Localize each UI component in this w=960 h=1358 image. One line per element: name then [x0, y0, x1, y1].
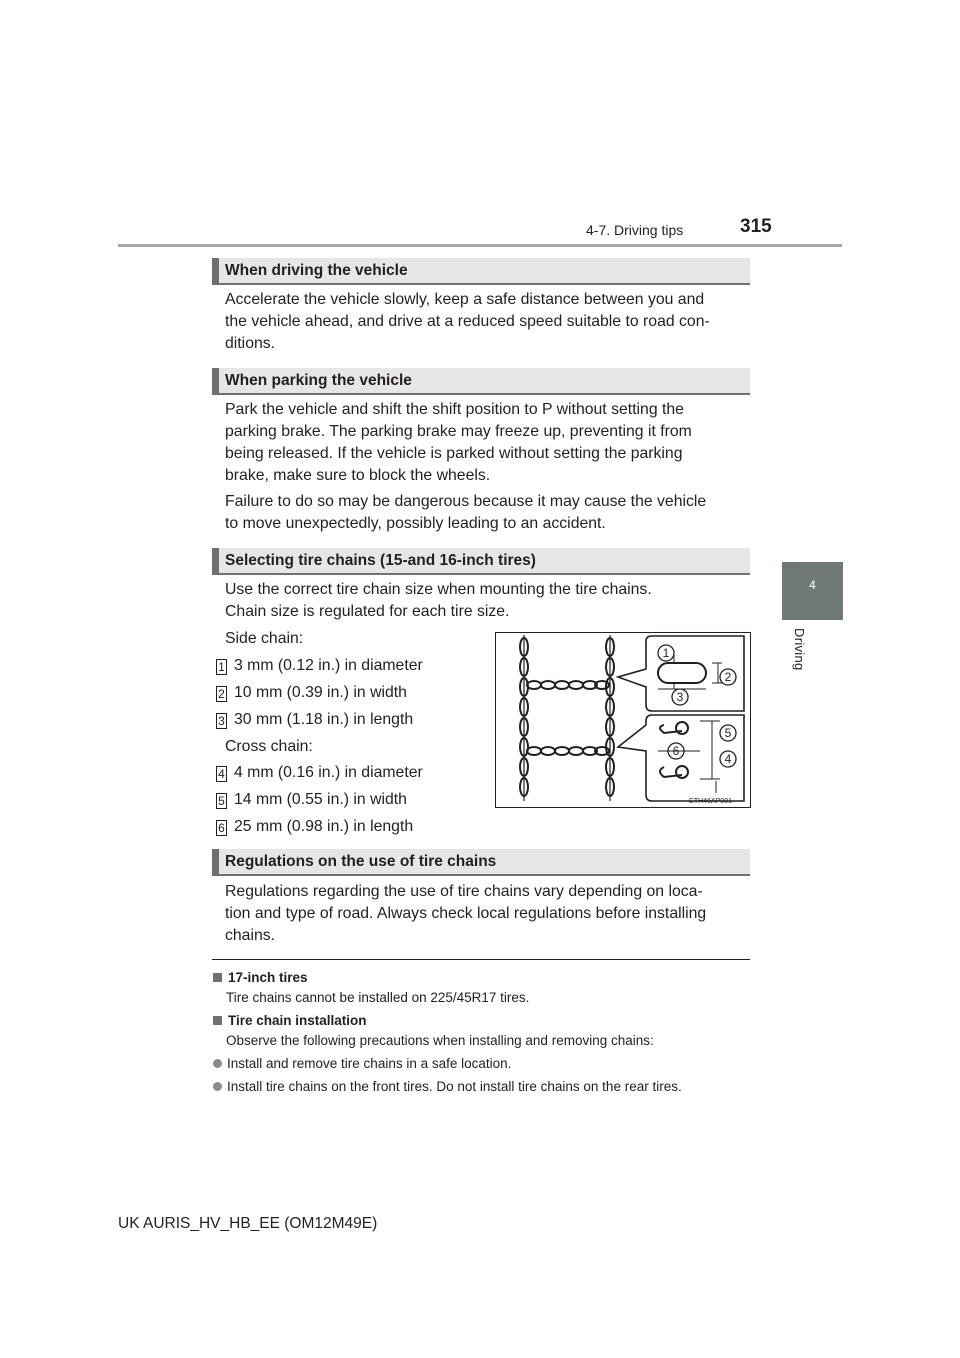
driving-text-line: Accelerate the vehicle slowly, keep a safe distance between you and — [225, 291, 705, 308]
chapter-tab-label: Driving — [792, 628, 807, 671]
left-side-chain — [520, 635, 528, 801]
spec-text: 4 mm (0.16 in.) in diameter — [234, 764, 423, 781]
round-bullet-icon — [213, 1082, 222, 1091]
cross-chain-lower — [527, 747, 609, 755]
heading-text: When parking the vehicle — [225, 372, 412, 389]
header-rule — [118, 244, 842, 247]
square-bullet-icon — [213, 1016, 222, 1025]
heading-text: Regulations on the use of tire chains — [225, 853, 497, 870]
driving-text-line: ditions. — [225, 335, 276, 352]
spec-number: 4 — [216, 766, 227, 782]
chapter-tab-number: 4 — [809, 578, 816, 592]
callout-4: 4 — [724, 752, 732, 766]
heading-text: Selecting tire chains (15-and 16-inch tires) — [225, 552, 536, 569]
spec-item — [216, 764, 423, 782]
tire-chain-drawing — [496, 633, 750, 807]
tire-chain-illustration — [495, 632, 751, 808]
selecting-text-line: Use the correct tire chain size when mounting the tire chains. — [225, 581, 652, 598]
spec-item — [216, 684, 407, 702]
regulations-text-line: Regulations regarding the use of tire chains vary depending on loca- — [225, 883, 703, 900]
callout-5: 5 — [724, 726, 732, 740]
heading-selecting-chains — [212, 548, 750, 575]
spec-item — [216, 657, 423, 675]
bullet-item: Install tire chains on the front tires. Do not install tire chains on the rear tires. — [213, 1079, 682, 1094]
spec-text: 10 mm (0.39 in.) in width — [234, 684, 407, 701]
spec-number: 3 — [216, 713, 227, 729]
note-heading: Tire chain installation — [213, 1013, 367, 1028]
note-text: Observe the following precautions when installing and removing chains: — [226, 1033, 654, 1048]
spec-number: 6 — [216, 820, 227, 836]
square-bullet-icon — [213, 973, 222, 982]
spec-item — [216, 711, 413, 729]
section-title: 4-7. Driving tips — [586, 222, 684, 238]
regulations-text-line: chains. — [225, 927, 276, 944]
round-bullet-icon — [213, 1059, 222, 1068]
spec-item — [216, 791, 407, 809]
spec-number: 2 — [216, 686, 227, 702]
cross-chain-label: Cross chain: — [225, 738, 313, 755]
parking-text-line: parking brake. The parking brake may freeze up, preventing it from — [225, 423, 692, 440]
parking-warning-line: Failure to do so may be dangerous because it may cause the vehicle — [225, 493, 707, 510]
side-chain-label: Side chain: — [225, 630, 304, 647]
heading-when-parking — [212, 368, 750, 395]
callout-2: 2 — [724, 670, 732, 684]
parking-text-line: brake, make sure to block the wheels. — [225, 467, 491, 484]
regulations-text-line: tion and type of road. Always check local regulations before installing — [225, 905, 707, 922]
callout-3: 3 — [676, 690, 684, 704]
bullet-item: Install and remove tire chains in a safe location. — [213, 1056, 511, 1071]
selecting-text-line: Chain size is regulated for each tire size. — [225, 603, 510, 620]
spec-number: 5 — [216, 793, 227, 809]
right-side-chain — [606, 635, 614, 801]
driving-text-line: the vehicle ahead, and drive at a reduced speed suitable to road con- — [225, 313, 710, 330]
spec-item — [216, 818, 413, 836]
spec-text: 3 mm (0.12 in.) in diameter — [234, 657, 423, 674]
spec-text: 25 mm (0.98 in.) in length — [234, 818, 414, 835]
callout-6: 6 — [672, 744, 680, 758]
document-footer: UK AURIS_HV_HB_EE (OM12M49E) — [118, 1215, 378, 1232]
parking-warning-line: to move unexpectedly, possibly leading to an accident. — [225, 515, 606, 532]
spec-text: 14 mm (0.55 in.) in width — [234, 791, 407, 808]
note-heading: 17-inch tires — [213, 970, 308, 985]
parking-text-line: Park the vehicle and shift the shift position to P without setting the — [225, 401, 684, 418]
spec-number: 1 — [216, 659, 227, 675]
callout-1: 1 — [662, 646, 670, 660]
figure-code: CTH46AP001 — [688, 798, 732, 805]
notes-divider — [212, 959, 750, 960]
parking-text-line: being released. If the vehicle is parked without setting the parking — [225, 445, 683, 462]
spec-text: 30 mm (1.18 in.) in length — [234, 711, 414, 728]
heading-when-driving — [212, 258, 750, 285]
cross-chain-upper — [527, 681, 609, 689]
heading-text: When driving the vehicle — [225, 262, 408, 279]
heading-regulations — [212, 849, 750, 876]
note-text: Tire chains cannot be installed on 225/45R17 tires. — [226, 990, 530, 1005]
page-number: 315 — [740, 216, 772, 237]
